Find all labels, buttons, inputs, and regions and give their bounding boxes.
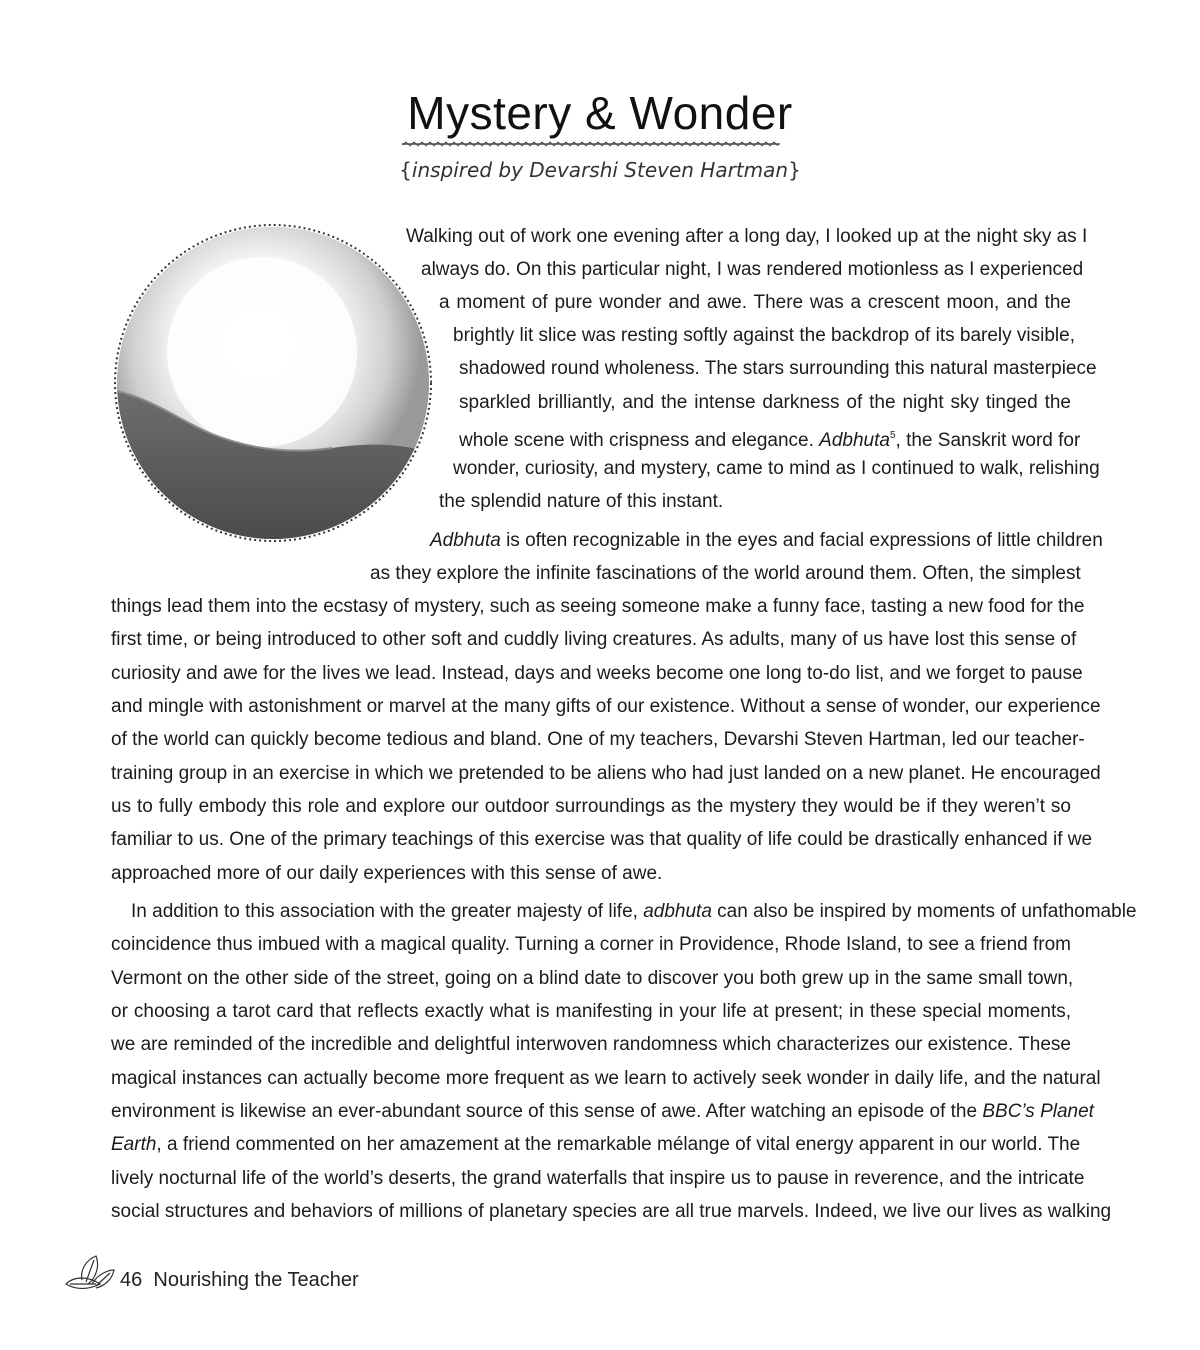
text-line: and mingle with astonishment or marvel at the many gifts of our existence. Without a sense of wonder, our experience <box>111 696 1101 717</box>
page-title: Mystery & Wonder <box>407 87 793 139</box>
text-line: as they explore the infinite fascinations of the world around them. Often, the simplest <box>370 563 1081 584</box>
text-line: or choosing a tarot card that reflects exactly what is manifesting in your life at present; in these special moments, <box>111 1001 1071 1022</box>
text-line: we are reminded of the incredible and delightful interwoven randomness which characterizes our existence. These <box>111 1034 1071 1055</box>
lotus-leaf-icon <box>60 1254 116 1298</box>
text-line: curiosity and awe for the lives we lead. Instead, days and weeks become one long to-do list, and we forget to pause <box>111 663 1083 684</box>
text-line: of the world can quickly become tedious and bland. One of my teachers, Devarshi Steven Hartman, led our teacher- <box>111 729 1085 750</box>
text-line: things lead them into the ecstasy of mystery, such as seeing someone make a funny face, tasting a new food for the <box>111 596 1085 617</box>
text-line: Vermont on the other side of the street, going on a blind date to discover you both grew up in the same small town, <box>111 968 1074 989</box>
subtitle: {inspired by Devarshi Steven Hartman} <box>399 158 801 182</box>
subtitle-prefix: inspired by <box>411 158 523 182</box>
sanskrit-term: Adbhuta <box>819 430 890 451</box>
text-line: familiar to us. One of the primary teachings of this exercise was that quality of life could be drastically enhanced if we <box>111 829 1093 850</box>
sanskrit-term: adbhuta <box>643 901 712 922</box>
text-line: coincidence thus imbued with a magical quality. Turning a corner in Providence, Rhode Island, to see a friend from <box>111 934 1071 955</box>
text-line: magical instances can actually become more frequent as we learn to actively seek wonder in daily life, and the natural <box>111 1068 1101 1089</box>
moon-illustration <box>112 222 434 544</box>
text-line: lively nocturnal life of the world’s deserts, the grand waterfalls that inspire us to pause in reverence, and the intricate <box>111 1168 1085 1189</box>
page-footer <box>120 1269 359 1292</box>
text-line: whole scene with crispness and elegance. Adbhuta$^5$, the Sanskrit word for <box>459 430 1081 451</box>
text-line: approached more of our daily experiences with this sense of awe. <box>111 863 663 884</box>
footnote-marker: 5 <box>889 430 896 441</box>
page-number: 46 <box>120 1269 143 1291</box>
text-line: a moment of pure wonder and awe. There was a crescent moon, and the <box>439 292 1071 313</box>
text-line: brightly lit slice was resting softly against the backdrop of its barely visible, <box>453 325 1075 346</box>
italic-title: Earth <box>111 1134 157 1155</box>
title-underline <box>402 140 780 148</box>
text-line: Earth, a friend commented on her amazement at the remarkable mélange of vital energy apparent in our world. The <box>111 1134 1081 1155</box>
sanskrit-term: Adbhuta <box>430 530 501 551</box>
text-line: Walking out of work one evening after a long day, I looked up at the night sky as I <box>406 226 1088 247</box>
text-line: wonder, curiosity, and mystery, came to mind as I continued to walk, relishing <box>453 458 1100 479</box>
text-line: social structures and behaviors of millions of planetary species are all true marvels. Indeed, we live our lives as walking <box>111 1201 1112 1222</box>
text-line: Adbhuta is often recognizable in the eyes and facial expressions of little children <box>430 530 1103 551</box>
subtitle-author: Devarshi Steven Hartman <box>529 158 789 182</box>
text-line: environment is likewise an ever-abundant source of this sense of awe. After watching an episode of the BBC’s Planet <box>111 1101 1094 1122</box>
italic-title: BBC’s Planet <box>982 1101 1094 1122</box>
text-line: always do. On this particular night, I was rendered motionless as I experienced <box>421 259 1084 280</box>
text-line: shadowed round wholeness. The stars surrounding this natural masterpiece <box>459 358 1097 379</box>
text-line: the splendid nature of this instant. <box>439 491 724 512</box>
text-line: training group in an exercise in which we pretended to be aliens who had just landed on a new planet. He encouraged <box>111 763 1101 784</box>
text-line: sparkled brilliantly, and the intense darkness of the night sky tinged the <box>459 392 1071 413</box>
book-title: Nourishing the Teacher <box>153 1269 359 1291</box>
text-line: us to fully embody this role and explore our outdoor surroundings as the mystery they would be if they weren’t so <box>111 796 1071 817</box>
text-line: first time, or being introduced to other soft and cuddly living creatures. As adults, many of us have lost this sense of <box>111 629 1077 650</box>
text-line: In addition to this association with the greater majesty of life, adbhuta can also be inspired by moments of unfathomable <box>131 901 1137 922</box>
